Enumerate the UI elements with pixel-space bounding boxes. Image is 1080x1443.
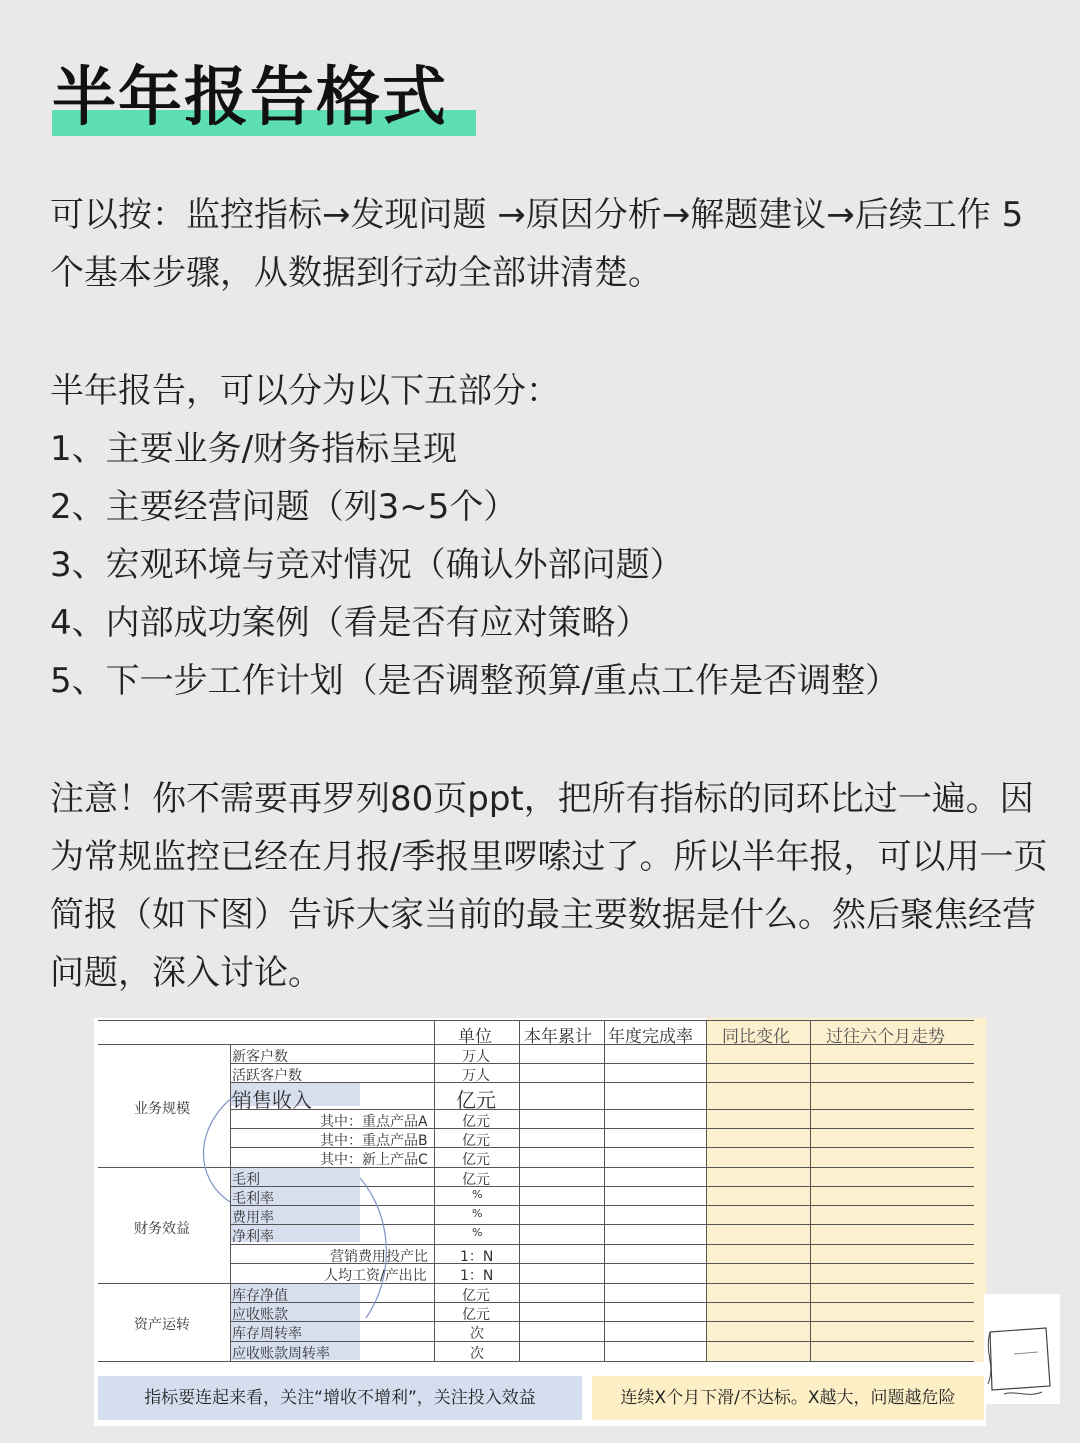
unit-value: 亿元 [462,1172,490,1188]
sections-block [50,362,1050,710]
note-right: 连续X个月下滑/不达标。X越大，问题越危险 [592,1376,984,1420]
sketch-icon [984,1294,1060,1404]
metric-name: 新客户数 [232,1049,288,1065]
metric-name: 其中：重点产品B [320,1133,428,1149]
unit-value: 亿元 [462,1114,490,1130]
unit-value: 亿元 [456,1088,496,1112]
intro-paragraph: 可以按：监控指标→发现问题 →原因分析→解题建议→后续工作 5个基本步骤，从数据到行动全部讲清楚。 [50,195,1024,293]
header-trend: 过往六个月走势 [826,1027,945,1047]
connector-arrows-icon [94,1018,986,1368]
metric-name: 其中：重点产品A [320,1114,428,1130]
metric-name: 净利率 [232,1229,274,1245]
header-yoy: 同比变化 [722,1027,790,1047]
metric-name: 毛利率 [232,1191,274,1207]
metric-name: 费用率 [232,1210,274,1226]
list-item: 4、内部成功案例（看是否有应对策略） [50,603,650,643]
header-ytd: 本年累计 [524,1027,592,1047]
group-finance: 财务效益 [134,1221,190,1237]
unit-value: 亿元 [462,1288,490,1304]
list-item: 5、下一步工作计划（是否调整预算/重点工作是否调整） [50,661,900,701]
header-completion: 年度完成率 [608,1027,693,1047]
metric-name: 人均工资/产出比 [324,1268,427,1284]
sections-list [50,420,1050,710]
unit-value: 1：N [460,1249,494,1265]
list-item: 3、宏观环境与竞对情况（确认外部问题） [50,545,684,585]
list-item: 1、主要业务/财务指标呈现 [50,429,458,469]
list-item: 2、主要经营问题（列3~5个） [50,487,518,527]
note-left: 指标要连起来看，关注“增收不增利”，关注投入效益 [98,1376,582,1420]
unit-value: % [472,1226,483,1239]
report-table-image [94,1018,986,1426]
unit-value: 亿元 [462,1133,490,1149]
header-unit: 单位 [458,1027,492,1047]
unit-value: 亿元 [462,1152,490,1168]
metric-name: 营销费用投产比 [330,1249,428,1265]
unit-value: 万人 [462,1068,490,1084]
unit-value: 亿元 [462,1307,490,1323]
unit-value: 次 [470,1346,484,1362]
unit-value: 次 [470,1326,484,1342]
note-paragraph: 注意！你不需要再罗列80页ppt，把所有指标的同环比过一遍。因为常规监控已经在月报/季报里啰嗦过了。所以半年报，可以用一页简报（如下图）告诉大家当前的最主要数据是什么。然后聚焦经营问题，深入讨论。 [50,779,1048,993]
metric-name: 库存周转率 [232,1326,302,1342]
metric-name: 活跃客户数 [232,1068,302,1084]
decorative-sketch [984,1294,1060,1404]
metric-name: 应收账款周转率 [232,1346,330,1362]
metric-name: 库存净值 [232,1288,288,1304]
page-title: 半年报告格式 [52,61,448,135]
group-business: 业务规模 [134,1101,190,1117]
unit-value: 万人 [462,1049,490,1065]
metric-name: 销售收入 [232,1088,312,1112]
unit-value: % [472,1207,483,1220]
group-assets: 资产运转 [134,1317,190,1333]
unit-value: 1：N [460,1268,494,1284]
sections-intro: 半年报告，可以分为以下五部分： [50,371,560,411]
metric-name: 应收账款 [232,1307,288,1323]
metric-name: 毛利 [232,1172,260,1188]
title-block [52,58,448,138]
metric-name: 其中：新上产品C [320,1152,428,1168]
unit-value: % [472,1188,483,1201]
